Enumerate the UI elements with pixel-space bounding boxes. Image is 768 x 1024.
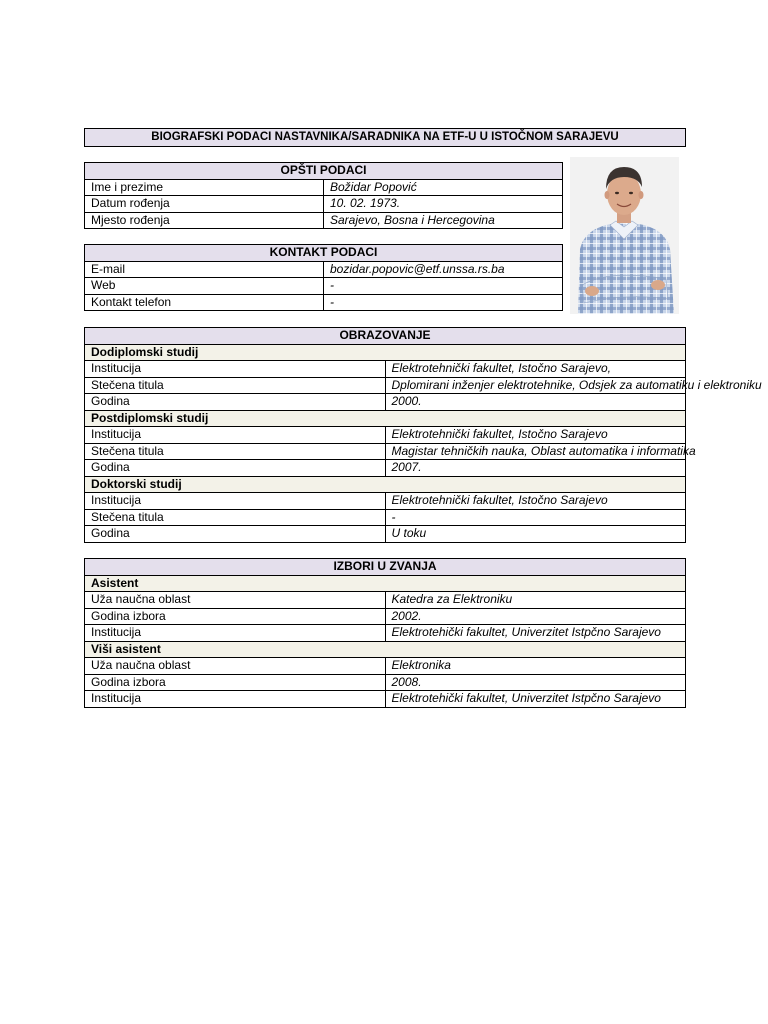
row-value: Božidar Popović [324,179,563,196]
section-heading: Doktorski studij [85,476,686,493]
table-row [85,212,563,229]
contact-info-heading: KONTAKT PODACI [85,245,563,262]
table-row [85,427,686,444]
section-heading: Asistent [85,575,686,592]
education-heading: OBRAZOVANJE [85,328,686,345]
row-value: Elektrotehnički fakultet, Istočno Sarajevo, [385,361,686,378]
row-label: Institucija [85,427,386,444]
row-value: 10. 02. 1973. [324,196,563,213]
row-label: Stečena titula [85,509,386,526]
table-row [85,674,686,691]
row-value: 2008. [385,674,686,691]
table-row [85,658,686,675]
row-label: Kontakt telefon [85,294,324,311]
row-value: - [385,509,686,526]
row-label: Institucija [85,625,386,642]
row-label: Ime i prezime [85,179,324,196]
row-value: Dplomirani inženjer elektrotehnike, Odsjek za automatiku i elektroniku [385,377,686,394]
table-row [85,179,563,196]
appointments-heading: IZBORI U ZVANJA [85,559,686,576]
row-label: Stečena titula [85,443,386,460]
table-row [85,443,686,460]
row-value: Magistar tehničkih nauka, Oblast automatika i informatika [385,443,686,460]
row-label: Uža naučna oblast [85,658,386,675]
row-value: Katedra za Elektroniku [385,592,686,609]
general-info-heading: OPŠTI PODACI [85,163,563,180]
row-value: 2002. [385,608,686,625]
table-row [85,278,563,295]
table-row [85,394,686,411]
document-title: BIOGRAFSKI PODACI NASTAVNIKA/SARADNIKA NA ETF-U U ISTOČNOM SARAJEVU [84,128,686,147]
contact-info-table [84,244,563,311]
row-label: Datum rođenja [85,196,324,213]
row-value: Sarajevo, Bosna i Hercegovina [324,212,563,229]
section-heading: Postdiplomski studij [85,410,686,427]
row-label: Institucija [85,691,386,708]
row-label: Godina izbora [85,608,386,625]
row-value: U toku [385,526,686,543]
table-row [85,608,686,625]
row-value: - [324,278,563,295]
section-heading: Dodiplomski studij [85,344,686,361]
email-value[interactable]: bozidar.popovic@etf.unssa.rs.ba [324,261,563,278]
row-value: Elektrotehnički fakultet, Istočno Sarajevo [385,493,686,510]
row-label: Godina [85,526,386,543]
row-value: Elektrotehnički fakultet, Istočno Sarajevo [385,427,686,444]
section-heading: Viši asistent [85,641,686,658]
row-label: Institucija [85,361,386,378]
table-row [85,493,686,510]
row-label: Institucija [85,493,386,510]
row-value: 2000. [385,394,686,411]
portrait-image [570,157,679,314]
table-row [85,460,686,477]
table-row [85,691,686,708]
table-row [85,625,686,642]
row-label: Uža naučna oblast [85,592,386,609]
table-row [85,261,563,278]
profile-photo [570,157,679,314]
row-label: E-mail [85,261,324,278]
row-label: Godina izbora [85,674,386,691]
table-row [85,526,686,543]
table-row [85,592,686,609]
row-value: Elektronika [385,658,686,675]
row-value: Elektrotehički fakultet, Univerzitet Istpčno Sarajevo [385,691,686,708]
appointments-table [84,558,686,708]
row-value: 2007. [385,460,686,477]
row-label: Godina [85,394,386,411]
row-value: - [324,294,563,311]
row-label: Web [85,278,324,295]
table-row [85,196,563,213]
table-row [85,361,686,378]
row-label: Mjesto rođenja [85,212,324,229]
education-table [84,327,762,543]
general-info-table [84,162,563,229]
row-label: Stečena titula [85,377,386,394]
row-value: Elektrotehički fakultet, Univerzitet Istpčno Sarajevo [385,625,686,642]
table-row [85,509,686,526]
row-label: Godina [85,460,386,477]
table-row [85,377,686,394]
table-row [85,294,563,311]
